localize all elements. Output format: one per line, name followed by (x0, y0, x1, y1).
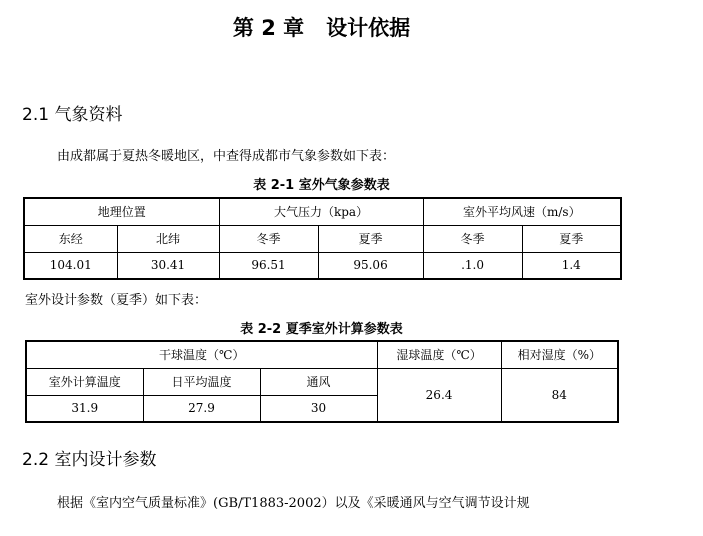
header-relative-humidity: 相对湿度（%） (501, 341, 618, 368)
meteorology-intro-text: 由成都属于夏热冬暖地区，中查得成都市气象参数如下表： (57, 149, 396, 164)
header-geo-location: 地理位置 (24, 198, 219, 225)
header-outdoor-calc-temp: 室外计算温度 (26, 368, 143, 395)
table2-caption: 表 2-2 夏季室外计算参数表 (240, 322, 403, 337)
outdoor-meteorology-table (23, 197, 622, 280)
header-daily-avg-temp: 日平均温度 (143, 368, 260, 395)
value-pressure-summer: 95.06 (318, 252, 423, 279)
summer-params-intro-text: 室外设计参数（夏季）如下表： (25, 293, 208, 308)
header-wet-bulb-temp: 湿球温度（℃） (377, 341, 501, 368)
header-longitude: 东经 (24, 225, 117, 252)
section-heading-meteorology: 2.1 气象资料 (22, 105, 123, 125)
header-wind-summer: 夏季 (522, 225, 621, 252)
value-relative-humidity: 84 (501, 368, 618, 422)
header-pressure-summer: 夏季 (318, 225, 423, 252)
header-atmospheric-pressure: 大气压力（kpa） (219, 198, 423, 225)
value-outdoor-calc-temp: 31.9 (26, 395, 143, 422)
indoor-params-text: 根据《室内空气质量标准》(GB/T1883-2002）以及《采暖通风与空气调节设计规 (57, 496, 530, 511)
table-row (26, 341, 618, 368)
value-wet-bulb-temp: 26.4 (377, 368, 501, 422)
value-pressure-winter: 96.51 (219, 252, 318, 279)
value-wind-winter: .1.0 (423, 252, 522, 279)
value-latitude: 30.41 (117, 252, 219, 279)
table1-caption: 表 2-1 室外气象参数表 (253, 178, 390, 193)
header-pressure-winter: 冬季 (219, 225, 318, 252)
header-ventilation: 通风 (260, 368, 377, 395)
value-daily-avg-temp: 27.9 (143, 395, 260, 422)
header-wind-speed: 室外平均风速（m/s） (423, 198, 621, 225)
value-wind-summer: 1.4 (522, 252, 621, 279)
value-longitude: 104.01 (24, 252, 117, 279)
table-row (26, 368, 618, 395)
section-heading-indoor-params: 2.2 室内设计参数 (22, 450, 157, 470)
chapter-title: 第 2 章 设计依据 (232, 16, 411, 40)
header-dry-bulb-temp: 干球温度（℃） (26, 341, 377, 368)
table-row (24, 198, 621, 225)
table-row (24, 252, 621, 279)
header-latitude: 北纬 (117, 225, 219, 252)
header-wind-winter: 冬季 (423, 225, 522, 252)
value-ventilation: 30 (260, 395, 377, 422)
table-row (24, 225, 621, 252)
summer-outdoor-params-table (25, 340, 619, 423)
